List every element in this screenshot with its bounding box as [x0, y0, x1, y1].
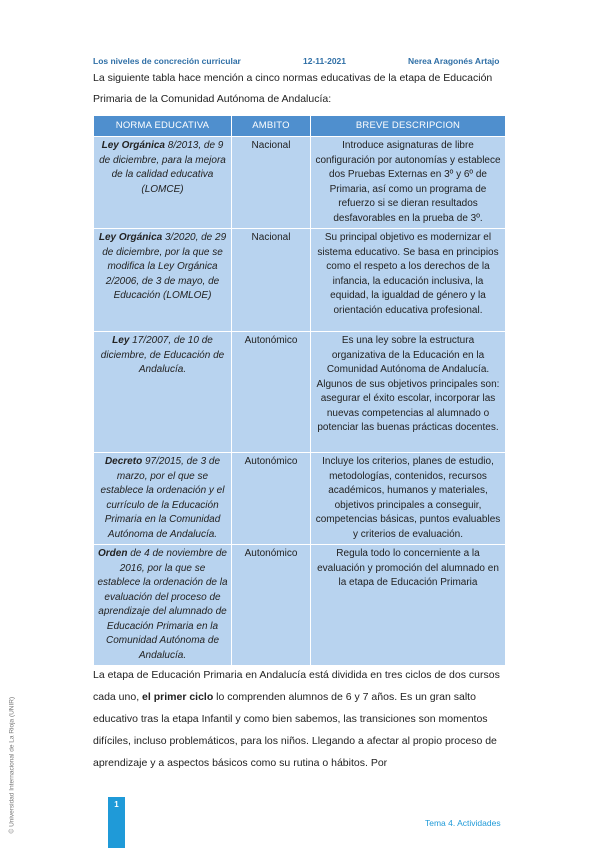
- table-row: [94, 137, 506, 229]
- intro-line-2: Primaria de la Comunidad Autónoma de Andalucía:: [93, 93, 332, 105]
- ambito-cell: Nacional: [232, 137, 311, 229]
- norma-cell: [94, 453, 232, 545]
- norma-cell: [94, 137, 232, 229]
- footer-topic: Tema 4. Actividades: [425, 818, 501, 828]
- header-norma: NORMA EDUCATIVA: [94, 116, 232, 137]
- norma-cell: [94, 332, 232, 453]
- norma-type: Ley: [112, 335, 130, 346]
- paragraph-text-2: lo comprenden alumnos de 6 y 7 años. Es un gran salto educativo tras la etapa Infantil y como bien sabemos, las transiciones son momentos difíciles, incluso problemáticos, para los niños. Llegando a afectar al propio proceso de aprendizaje y a aspectos básicos como su rutina o hábitos. Por: [93, 691, 497, 769]
- norma-cell: [94, 229, 232, 332]
- ambito-cell: Nacional: [232, 229, 311, 332]
- descripcion-cell: Su principal objetivo es modernizar el sistema educativo. Se basa en principios como el respeto a los derechos de la infancia, la educación inclusiva, la equidad, la igualdad de género y la orientación educativa profesional.: [311, 229, 506, 332]
- intro-line-1: La siguiente tabla hace mención a cinco normas educativas de la etapa de Educación: [93, 72, 493, 84]
- norma-type: Decreto: [104, 456, 143, 467]
- body-paragraph: [93, 664, 511, 774]
- copyright-notice: © Universidad Internacional de La Rioja (UNIR): [8, 696, 16, 834]
- table-row: [94, 453, 506, 545]
- norma-text: 97/2015, de 3 de marzo, por el que se establece la ordenación y el currículo de la Educación Primaria en la Comunidad Autónoma de Andalucía.: [100, 456, 225, 540]
- ambito-cell: Autonómico: [232, 332, 311, 453]
- norma-type: Orden: [98, 548, 128, 559]
- descripcion-cell: Regula todo lo concerniente a la evaluación y promoción del alumnado en la etapa de Educación Primaria: [311, 545, 506, 666]
- header-title: Los niveles de concreción curricular: [93, 56, 241, 66]
- norma-text: de 4 de noviembre de 2016, por la que se establece la ordenación de la evaluación del proceso de aprendizaje del alumnado de Educación Primaria en la Comunidad Autónoma de Andalucía.: [97, 548, 228, 661]
- norma-type: Ley Orgánica: [101, 140, 165, 151]
- norma-type: Ley Orgánica: [98, 232, 163, 243]
- header-date: 12-11-2021: [303, 56, 347, 66]
- norma-cell: [94, 545, 232, 666]
- table-header-row: [94, 116, 506, 137]
- paragraph-text-1: La etapa de Educación Primaria en Andalucía está dividida en tres ciclos de dos cursos cada uno,: [93, 669, 500, 703]
- descripcion-cell: Incluye los criterios, planes de estudio, metodologías, contenidos, recursos académicos, humanos y materiales, objetivos principales a conseguir, competencias básicas, puntos evaluables y criterios de evaluación.: [311, 453, 506, 545]
- table-row: [94, 229, 506, 332]
- page-number: 1: [114, 800, 119, 809]
- norma-text: 3/2020, de 29 de diciembre, por la que se modifica la Ley Orgánica 2/2006, de 3 de mayo, de Educación (LOMLOE): [102, 232, 227, 301]
- descripcion-cell: Introduce asignaturas de libre configuración por autonomías y establece dos Pruebas Externas en 3º y 6º de Primaria, así como un programa de refuerzo si se dieran resultados desfavorables en la prueba de 3º.: [311, 137, 506, 229]
- norma-text: 8/2013, de 9 de diciembre, para la mejora de la calidad educativa (LOMCE): [99, 140, 226, 195]
- header-author: Nerea Aragonés Artajo: [408, 56, 500, 66]
- ambito-cell: Autonómico: [232, 545, 311, 666]
- norms-table: [93, 115, 506, 666]
- ambito-cell: Autonómico: [232, 453, 311, 545]
- descripcion-cell: Es una ley sobre la estructura organizativa de la Educación en la Comunidad Autónoma de Andalucía. Algunos de sus objetivos principales son: asegurar el éxito escolar, incorporar las nuevas competencias al alumnado o potenciar las buenas prácticas docentes.: [311, 332, 506, 453]
- table-row: [94, 332, 506, 453]
- header-descripcion: BREVE DESCRIPCION: [311, 116, 506, 137]
- table-row: [94, 545, 506, 666]
- norma-text: 17/2007, de 10 de diciembre, de Educación de Andalucía.: [100, 335, 225, 375]
- header-ambito: AMBITO: [232, 116, 311, 137]
- paragraph-bold: el primer ciclo: [142, 691, 214, 703]
